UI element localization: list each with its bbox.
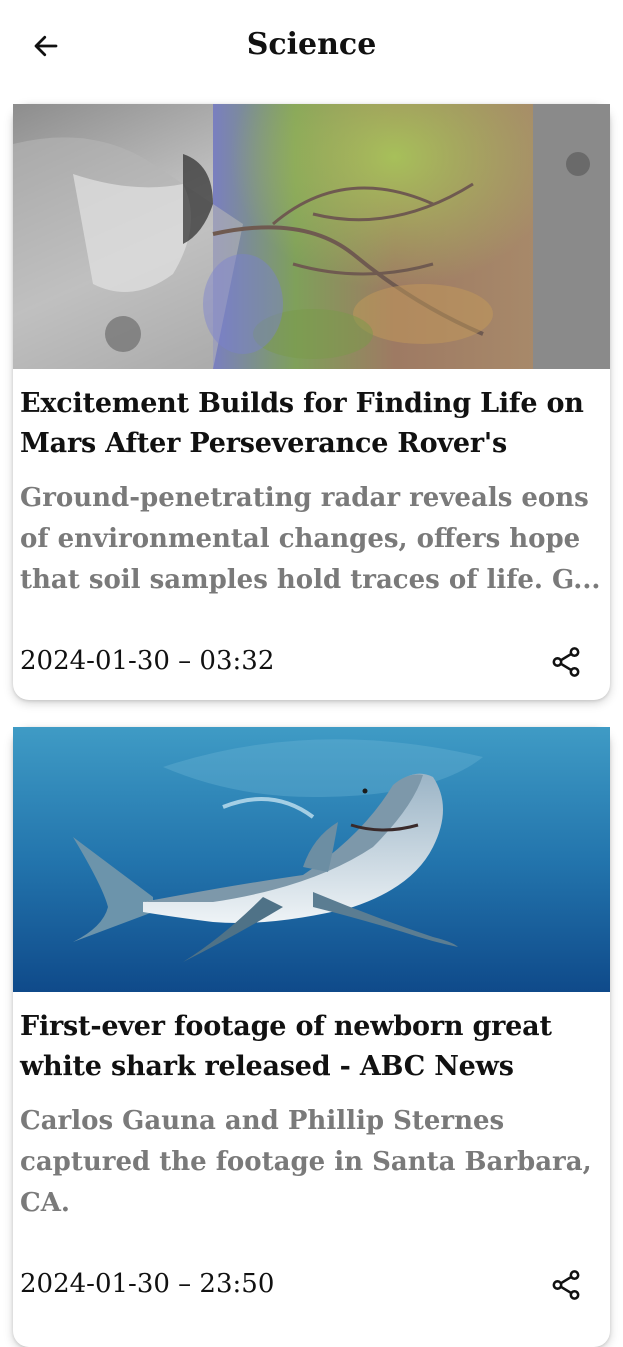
share-button[interactable]	[546, 1265, 586, 1305]
article-description: Carlos Gauna and Phillip Sternes captured the footage in Santa Barbara, CA.	[20, 1106, 592, 1218]
article-image-mars[interactable]	[13, 104, 610, 369]
article-image-shark[interactable]	[13, 727, 610, 992]
article-title[interactable]: Excitement Builds for Finding Life on Mars After Perseverance Rover's	[20, 388, 584, 459]
shark-image	[13, 727, 610, 992]
article-date: 2024-01-30 – 23:50	[20, 1269, 275, 1299]
article-date: 2024-01-30 – 03:32	[20, 646, 275, 676]
article-description: Ground-penetrating radar reveals eons of environmental changes, offers hope that soil samples hold traces of life. G...	[20, 483, 601, 595]
share-icon	[549, 1268, 583, 1302]
share-icon	[549, 645, 583, 679]
article-title[interactable]: First-ever footage of newborn great white shark released - ABC News	[20, 1011, 552, 1082]
mars-terrain-image	[13, 104, 610, 369]
app-bar	[0, 0, 623, 90]
share-button[interactable]	[546, 642, 586, 682]
article-card[interactable]	[13, 727, 610, 1347]
article-card[interactable]	[13, 104, 610, 700]
page-title: Science	[246, 27, 377, 62]
